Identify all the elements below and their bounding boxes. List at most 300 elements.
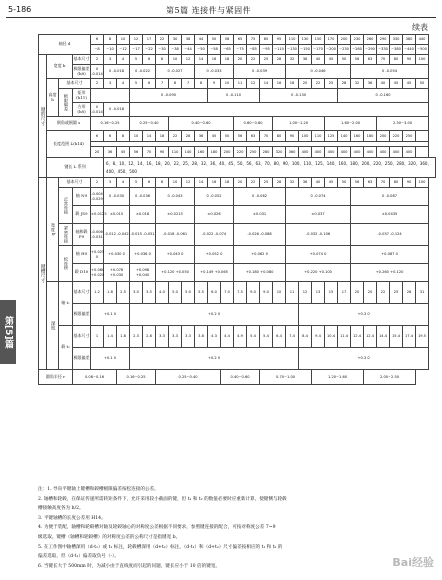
width-dev-cell: 0 -0.014: [91, 65, 104, 79]
height-size-cell: 5: [130, 79, 143, 89]
height-size-cell: 45: [403, 79, 416, 89]
axis-bottom-cell: ~330: [377, 45, 390, 55]
t1-size-cell: 31: [416, 282, 429, 304]
t2-size-cell: 6.4: [273, 326, 286, 348]
height-size-cell: 36: [364, 79, 377, 89]
key-width-base-row: [39, 55, 436, 65]
axis-top-cell: 44: [195, 35, 208, 45]
width-label: 宽度 b: [47, 55, 73, 79]
axis-bottom-cell: ~65: [221, 45, 234, 55]
n9-dev-cell: 0 -0.052: [195, 188, 234, 206]
note-line: 2. 轴槽和轮毂，在保证传递所需转矩条件下，允许采用较小截面的键，但 t₁ 和 t₂ 的数值必要时应重新计算，使键侧与轮毂: [38, 496, 287, 502]
base-size-label: 基本尺寸: [73, 55, 91, 65]
length-from-cell: 110: [312, 131, 325, 142]
p9-row-a: [39, 224, 436, 235]
h9-dev-cell: +0.036 0: [130, 246, 156, 264]
kw-size-cell: 20: [234, 178, 247, 188]
n9-dev-cell: 0 -0.036: [130, 188, 156, 206]
table-notes: [38, 485, 436, 571]
length-to-cell: 36: [104, 147, 117, 158]
chamfer-cell: 1.00~1.20: [273, 117, 325, 131]
h9-dev-cell: +0.074 0: [286, 246, 351, 264]
t2-size-cell: 12.4: [351, 326, 364, 348]
length-to-cell: 400: [364, 147, 377, 158]
axis-top-cell: 10: [117, 35, 130, 45]
height-size-cell: 14: [260, 79, 273, 89]
height-size-cell: 9: [208, 79, 221, 89]
kw-size-cell: 45: [325, 178, 338, 188]
kw-size-cell: 40: [312, 178, 325, 188]
axis-bottom-cell: ~50: [195, 45, 208, 55]
kw-size-cell: 10: [169, 178, 182, 188]
t1-size-cell: 2.5: [117, 282, 130, 304]
length-to-cell: 160: [195, 147, 208, 158]
length-to-cell: 320: [273, 147, 286, 158]
axis-bottom-cell: ~110: [273, 45, 286, 55]
p9-dev-cell: -0.012 -0.042: [104, 224, 130, 246]
axis-row-bottom: [39, 45, 436, 55]
key-size-group: 键的尺寸: [39, 55, 47, 178]
t2-size-cell: 5.4: [260, 326, 273, 348]
kw-size-cell: 50: [338, 178, 351, 188]
axis-top-cell: 440: [416, 35, 429, 45]
length-from-row: [39, 131, 436, 142]
length-from-cell: 160: [351, 131, 364, 142]
h9-dev-cell: +0.030 0: [104, 246, 130, 264]
length-label: 长度范围 L(h14): [47, 131, 91, 158]
h9-dev-cell: +0.052 0: [195, 246, 234, 264]
d10-dev-cell: +0.220 +0.100: [286, 264, 351, 282]
t2-size-cell: 4.4: [221, 326, 234, 348]
width-size-cell: 3: [104, 55, 117, 65]
chamfer-cell: 0.40~0.60: [169, 117, 234, 131]
height-label: 高度 h: [47, 79, 59, 117]
t1-size-cell: 5.0: [169, 282, 182, 304]
kw-size-cell: 2: [91, 178, 104, 188]
axis-label: 轴径 d: [39, 35, 91, 55]
length-from-cell: 180: [364, 131, 377, 142]
t1-size-cell: 7.0: [221, 282, 234, 304]
t2-size-cell: 1.8: [117, 326, 130, 348]
length-to-cell: 140: [182, 147, 195, 158]
height-rect-dev-cell: 0 -0.130: [260, 89, 338, 103]
side-tab: 第[5]篇: [0, 300, 16, 364]
js9-dev-cell: ±0.015: [104, 206, 130, 224]
p9-dev-cell: -0.032 -0.106: [286, 224, 351, 246]
base-size-label: 基本尺寸: [59, 79, 91, 89]
t2-size-cell: 1: [91, 326, 104, 348]
axis-top-cell: 230: [351, 35, 364, 45]
height-square-label: 方形 (h8): [73, 103, 91, 117]
key-height-square-row: [39, 103, 436, 117]
chapter-title: 第5篇 连接件与紧固件: [166, 6, 252, 15]
width-dev-cell: 0 -0.018: [104, 65, 130, 79]
length-to-cell: 400: [377, 147, 390, 158]
axis-top-cell: 30: [169, 35, 182, 45]
length-from-cell: 10: [130, 131, 143, 142]
base-size-label: 基本尺寸: [73, 326, 91, 348]
t1-size-cell: 15: [325, 282, 338, 304]
p9-dev-cell: -0.022 -0.074: [195, 224, 234, 246]
t2-size-cell: 12.4: [364, 326, 377, 348]
axis-top-cell: 22: [156, 35, 169, 45]
d10-dev-cell: +0.149 +0.065: [195, 264, 234, 282]
length-from-cell: 80: [273, 131, 286, 142]
height-dev-label: 极限偏差: [59, 89, 73, 117]
p9-dev-cell: -0.018 -0.061: [156, 224, 195, 246]
axis-bottom-cell: ~500: [416, 45, 429, 55]
width-size-cell: 80: [390, 55, 403, 65]
axis-bottom-cell: ~200: [325, 45, 338, 55]
length-from-cell: 100: [299, 131, 312, 142]
length-to-cell: 250: [247, 147, 260, 158]
n9-dev-cell: 0 -0.074: [286, 188, 351, 206]
length-to-cell: [416, 147, 429, 158]
height-size-cell: 16: [273, 79, 286, 89]
p9-dev-cell: -0.026 -0.088: [234, 224, 286, 246]
p9-dev-cell: -0.037 -0.124: [351, 224, 429, 246]
axis-bottom-cell: ~38: [169, 45, 182, 55]
kw-size-cell: 32: [286, 178, 299, 188]
radius-cell: 0.08~0.16: [73, 370, 117, 385]
axis-bottom-cell: ~260: [351, 45, 364, 55]
t2-size-cell: 19.5: [416, 326, 429, 348]
axis-bottom-cell: ~58: [208, 45, 221, 55]
n9-dev-cell: 0 -0.062: [234, 188, 286, 206]
width-size-cell: 4: [117, 55, 130, 65]
length-to-cell: 220: [234, 147, 247, 158]
length-to-cell: 280: [260, 147, 273, 158]
axis-top-cell: 50: [208, 35, 221, 45]
height-size-cell: 25: [325, 79, 338, 89]
js9-dev-cell: ±0.031: [234, 206, 286, 224]
t2-size-cell: 11.4: [338, 326, 351, 348]
kw-size-cell: 63: [364, 178, 377, 188]
height-size-cell: 10: [221, 79, 234, 89]
t2-size-cell: 10.4: [325, 326, 338, 348]
height-size-cell: 8: [169, 79, 182, 89]
d10-dev-cell: +0.060 +0.020: [91, 264, 104, 282]
note-line: 注：1. 导向平键轴上键槽和毂槽极限偏差按松连接的公差。: [38, 487, 159, 492]
h9-dev-cell: +0.062 0: [234, 246, 286, 264]
t2-size-cell: 9.4: [312, 326, 325, 348]
axis-bottom-cell: ~85: [247, 45, 260, 55]
axis-top-cell: 65: [234, 35, 247, 45]
kw-size-cell: 12: [182, 178, 195, 188]
t1-dev-cell: +0.2 0: [130, 304, 299, 326]
shaft-n9-label: 轴 N9: [73, 188, 91, 206]
axis-top-cell: 12: [130, 35, 143, 45]
js9-dev-cell: ±0.0435: [351, 206, 429, 224]
t1-size-cell: 7.5: [234, 282, 247, 304]
width-size-cell: 32: [286, 55, 299, 65]
width-dev-cell: 0 -0.046: [286, 65, 351, 79]
t1-size-cell: 3.5: [143, 282, 156, 304]
height-size-cell: 2: [91, 79, 104, 89]
chamfer-cell: 0.25~0.40: [130, 117, 169, 131]
chamfer-cell: 2.50~3.00: [377, 117, 429, 131]
width-size-cell: 90: [403, 55, 416, 65]
t1-size-cell: 20: [364, 282, 377, 304]
hub-d10-label: 毂 D10: [73, 264, 91, 282]
length-to-cell: 360: [286, 147, 299, 158]
n9-dev-cell: 0 -0.087: [351, 188, 429, 206]
normal-conn-label: 正常连接: [59, 188, 73, 224]
width-dev-cell: 0 -0.027: [156, 65, 195, 79]
height-square-dev-cell: 0 -0.018: [104, 103, 130, 117]
kw-size-cell: 6: [143, 178, 156, 188]
height-rect-label: 矩形 (h11): [73, 89, 91, 103]
height-size-cell: 7: [156, 79, 169, 89]
kw-size-cell: 28: [273, 178, 286, 188]
axis-top-cell: 17: [143, 35, 156, 45]
t2-size-cell: 3.3: [156, 326, 169, 348]
length-from-cell: 50: [221, 131, 234, 142]
length-from-cell: 63: [247, 131, 260, 142]
hub-t2-label: 毂 t₂: [59, 326, 73, 370]
t1-size-cell: 1.8: [104, 282, 117, 304]
keyway-base-row: [39, 178, 436, 188]
keyway-group: 键槽尺寸: [39, 178, 47, 370]
loose-conn-label: 松连接: [59, 246, 73, 282]
h9-dev-cell: +0.043 0: [156, 246, 195, 264]
d10-dev-cell: +0.098 +0.040: [130, 264, 156, 282]
width-size-cell: 22: [247, 55, 260, 65]
height-size-cell: 8: [195, 79, 208, 89]
axis-bottom-cell: ~17: [130, 45, 143, 55]
t2-size-cell: 15.4: [390, 326, 403, 348]
length-to-cell: 400: [403, 147, 416, 158]
t1-dev-cell: +0.1 0: [91, 304, 130, 326]
t2-size-cell: 7.4: [286, 326, 299, 348]
height-size-cell: 11: [234, 79, 247, 89]
radius-cell: 1.20~1.60: [312, 370, 364, 385]
d10-row-a: [39, 264, 436, 273]
width-size-cell: 70: [377, 55, 390, 65]
width-size-cell: 18: [221, 55, 234, 65]
axis-top-cell: 6: [91, 35, 104, 45]
kw-size-cell: 3: [104, 178, 117, 188]
length-from-cell: 36: [195, 131, 208, 142]
axis-top-cell: 290: [377, 35, 390, 45]
length-from-cell: 8: [117, 131, 130, 142]
axis-top-cell: 75: [247, 35, 260, 45]
length-series-row: [39, 158, 436, 178]
depth-group: 深度: [47, 282, 59, 370]
t1-dev-cell: +0.3 0: [299, 304, 429, 326]
d10-dev-cell: +0.078 +0.030: [104, 264, 130, 282]
axis-row-top: [39, 35, 436, 45]
t1-size-cell: 28: [403, 282, 416, 304]
height-size-cell: 22: [312, 79, 325, 89]
t1-size-cell: 10: [273, 282, 286, 304]
chamfer-row: [39, 117, 436, 131]
axis-bottom-cell: ~380: [390, 45, 403, 55]
radius-cell: 0.40~0.60: [221, 370, 260, 385]
axis-bottom-cell: ~290: [364, 45, 377, 55]
axis-bottom-cell: ~150: [299, 45, 312, 55]
t1-size-cell: 5.5: [195, 282, 208, 304]
axis-top-cell: 170: [325, 35, 338, 45]
height-rect-dev-cell: 0 -0.160: [338, 89, 429, 103]
height-size-cell: 18: [286, 79, 299, 89]
height-size-cell: 4: [117, 79, 130, 89]
width-size-cell: 36: [299, 55, 312, 65]
width-size-cell: 5: [130, 55, 143, 65]
axis-top-cell: 150: [312, 35, 325, 45]
height-size-cell: 6: [143, 79, 156, 89]
axis-top-cell: 130: [299, 35, 312, 45]
width-size-cell: 50: [338, 55, 351, 65]
length-from-cell: 220: [390, 131, 403, 142]
t2-size-cell: 4.3: [208, 326, 221, 348]
axis-bottom-cell: ~10: [104, 45, 117, 55]
shaft-h9-label: 轴 H9: [73, 246, 91, 264]
radius-cell: 2.00~2.50: [364, 370, 416, 385]
note-line: 6. 当键长大于 500mm 时，为减小由于直线度而引起的问题，键长应小于 10 倍的键宽。: [38, 563, 221, 569]
note-line: 4. 为便于装配，轴槽和轮毂槽对轴及轮毂轴心的对称度公差根据不同要求，参照键连接的配合，可按对称度公差 7~9: [38, 525, 276, 531]
length-from-cell: 14: [143, 131, 156, 142]
width-dev-label: 极限偏差 (h8): [73, 65, 91, 79]
t1-size-cell: 4.0: [156, 282, 169, 304]
kw-size-cell: 25: [260, 178, 273, 188]
length-from-cell: 6: [91, 131, 104, 142]
key-height-base-row: [39, 79, 436, 89]
length-to-cell: 70: [143, 147, 156, 158]
height-size-cell: 32: [351, 79, 364, 89]
kw-size-cell: 8: [156, 178, 169, 188]
t2-size-cell: 2.3: [130, 326, 143, 348]
height-square-dev-cell: 0 -0.014: [91, 103, 104, 117]
t2-size-cell: 2.8: [143, 326, 156, 348]
length-from-cell: 18: [156, 131, 169, 142]
axis-top-cell: 200: [338, 35, 351, 45]
js9-dev-cell: ±0.037: [286, 206, 351, 224]
t2-size-cell: 4.9: [234, 326, 247, 348]
note-line: 3. 平键轴槽的长度公差用 H14。: [38, 515, 106, 521]
length-from-cell: 70: [260, 131, 273, 142]
length-from-cell: 90: [286, 131, 299, 142]
kw-size-cell: 5: [130, 178, 143, 188]
t1-size-cell: 3.0: [130, 282, 143, 304]
radius-cell: 0.16~0.25: [117, 370, 156, 385]
n9-dev-cell: 0 -0.043: [156, 188, 195, 206]
t1-size-cell: 17: [338, 282, 351, 304]
t2-size-cell: 5.4: [247, 326, 260, 348]
kw-size-cell: 4: [117, 178, 130, 188]
note-line: 偏差选取，但（d-t₁）偏差取负号（-）。: [38, 554, 119, 560]
length-to-cell: 20: [91, 147, 104, 158]
axis-bottom-cell: ~440: [403, 45, 416, 55]
t1-size-cell: 1.2: [91, 282, 104, 304]
t2-dev-cell: +0.1 0: [91, 348, 130, 370]
width-dev-cell: 0 -0.054: [351, 65, 429, 79]
length-series-cell: 6、8、10、12、14、16、18、20、22、25、28、32、36、40、45、50、56、63、70、80、90、100、110、125、140、160、180、200、220、250、280、320、360、400、450、500: [104, 158, 436, 178]
n9-dev-cell: -0.004 -0.029: [91, 188, 104, 206]
kw-size-cell: 80: [390, 178, 403, 188]
t1-size-cell: 12: [299, 282, 312, 304]
t1-dev-label: 极限偏差: [73, 304, 91, 326]
chamfer-cell: 0.60~0.80: [234, 117, 273, 131]
js9-dev-cell: ±0.0215: [156, 206, 195, 224]
axis-bottom-cell: ~95: [260, 45, 273, 55]
width-size-cell: 56: [351, 55, 364, 65]
axis-top-cell: 110: [286, 35, 299, 45]
shaft-t1-label: 轴 t₁: [59, 282, 73, 326]
key-width-dev-row: [39, 65, 436, 79]
axis-top-cell: 38: [182, 35, 195, 45]
length-to-cell: 45: [117, 147, 130, 158]
axis-bottom-cell: ~22: [143, 45, 156, 55]
length-from-cell: [416, 131, 429, 142]
height-rect-dev-cell: 0 -0.090: [130, 89, 208, 103]
axis-top-cell: 330: [390, 35, 403, 45]
length-to-cell: 400: [312, 147, 325, 158]
axis-top-cell: 58: [221, 35, 234, 45]
t1-dev-row: [39, 304, 436, 315]
kw-size-cell: 22: [247, 178, 260, 188]
length-from-cell: 45: [208, 131, 221, 142]
length-to-cell: 400: [299, 147, 312, 158]
length-to-cell: 56: [130, 147, 143, 158]
kw-size-cell: 18: [221, 178, 234, 188]
t2-dev-label: 极限偏差: [73, 348, 91, 370]
width-size-cell: 20: [234, 55, 247, 65]
kw-size-cell: 36: [299, 178, 312, 188]
axis-bottom-cell: ~44: [182, 45, 195, 55]
length-to-cell: 200: [221, 147, 234, 158]
width-size-cell: 63: [364, 55, 377, 65]
width-dev-cell: 0 -0.022: [130, 65, 156, 79]
length-from-cell: 125: [325, 131, 338, 142]
height-empty-cell: [91, 89, 130, 103]
height-size-cell: 3: [104, 79, 117, 89]
kw-size-cell: 100: [416, 178, 429, 188]
width-dev-cell: 0 -0.039: [234, 65, 286, 79]
kw-size-cell: 90: [403, 178, 416, 188]
length-from-cell: 22: [169, 131, 182, 142]
radius-row: [39, 370, 436, 385]
t2-size-row: [39, 326, 436, 337]
width-size-cell: 40: [312, 55, 325, 65]
height-size-cell: 28: [338, 79, 351, 89]
width-dev-cell: 0 -0.033: [195, 65, 234, 79]
note-line: 级选取。键槽（轴槽和轮毂槽）的对称度公差的公称尺寸是指键宽 b。: [38, 534, 181, 540]
tight-conn-label: 紧密连接: [59, 224, 73, 246]
width-size-cell: 16: [208, 55, 221, 65]
length-to-cell: 90: [156, 147, 169, 158]
width-size-cell: 6: [143, 55, 156, 65]
length-to-row: [39, 147, 436, 158]
t2-size-cell: 17.4: [403, 326, 416, 348]
watermark: Bai经验: [392, 556, 434, 569]
js9-dev-cell: ±0.026: [195, 206, 234, 224]
t2-size-cell: 1.4: [104, 326, 117, 348]
width-size-cell: 12: [182, 55, 195, 65]
length-from-cell: 200: [377, 131, 390, 142]
axis-bottom-cell: ~12: [117, 45, 130, 55]
width-size-cell: 2: [91, 55, 104, 65]
length-to-cell: 400: [325, 147, 338, 158]
t2-dev-cell: +0.3 0: [299, 348, 429, 370]
h9-dev-cell: +0.025 0: [91, 246, 104, 264]
height-size-cell: 45: [390, 79, 403, 89]
n9-dev-cell: 0 -0.030: [104, 188, 130, 206]
width-size-cell: 25: [260, 55, 273, 65]
axis-bottom-cell: ~8: [91, 45, 104, 55]
height-size-cell: 12: [247, 79, 260, 89]
page-header: [6, 4, 436, 18]
